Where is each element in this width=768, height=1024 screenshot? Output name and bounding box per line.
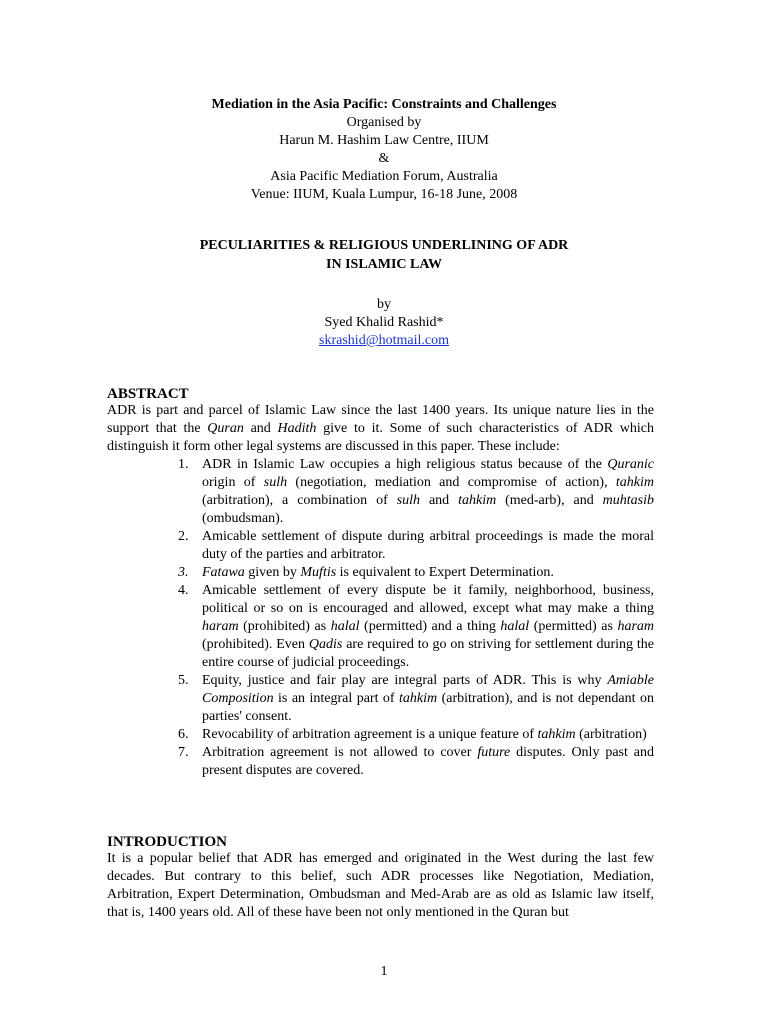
organised-by: Organised by <box>346 115 422 130</box>
ampersand: & <box>378 151 390 166</box>
by-label: by <box>377 297 391 312</box>
paper-title-line-2: IN ISLAMIC LAW <box>326 257 442 272</box>
introduction-heading: INTRODUCTION <box>107 834 228 850</box>
paper-title-line-1: PECULIARITIES & RELIGIOUS UNDERLINING OF ADR <box>199 238 569 253</box>
abstract-point-number: 1. <box>178 457 189 472</box>
venue: Venue: IIUM, Kuala Lumpur, 16-18 June, 2008 <box>250 187 518 202</box>
abstract-point: 7. Arbitration agreement is not allowed to cover future disputes. Only past and present disputes are covered. <box>178 745 655 778</box>
abstract-point-number: 6. <box>178 727 189 742</box>
author-name: Syed Khalid Rashid* <box>324 315 444 330</box>
abstract-heading: ABSTRACT <box>107 386 189 402</box>
introduction-paragraph: It is a popular belief that ADR has emerged and originated in the West during the last few decades. But contrary to this belief, such ADR processes like Negotiation, Mediation, Arbitration, Expert Determination, Ombudsman and Med-Arab are as old as Islamic law itself, that is, 1400 years old. All of these have been not only mentioned in the Quran but <box>107 851 654 920</box>
page-number: 1 <box>380 964 388 979</box>
abstract-point: 3. Fatawa given by Muftis is equivalent to Expert Determination. <box>178 565 554 580</box>
conference-title: Mediation in the Asia Pacific: Constraints and Challenges <box>211 97 557 112</box>
abstract-point-number: 7. <box>178 745 189 760</box>
abstract-point: 4. Amicable settlement of every dispute be it family, neighborhood, business, political or so on is encouraged and allowed, except what may make a thing haram (prohibited) as halal (permitted) and a thing halal (permitted) as haram (prohibited). Even Qadis are required to go on striving for settlement during the entire course of judicial proceedings. <box>178 583 654 670</box>
abstract-point: 2. Amicable settlement of dispute during arbitral proceedings is made the moral duty of the parties and arbitrator. <box>178 529 654 562</box>
organiser-1: Harun M. Hashim Law Centre, IIUM <box>279 133 489 148</box>
abstract-point-number: 5. <box>178 673 189 688</box>
abstract-point: 5. Equity, justice and fair play are integral parts of ADR. This is why Amiable Composition is an integral part of tahkim (arbitration), and is not dependant on parties' consent. <box>178 673 654 724</box>
abstract-point-number: 2. <box>178 529 189 544</box>
abstract-point-number: 3. <box>178 565 189 580</box>
abstract-intro: ADR is part and parcel of Islamic Law since the last 1400 years. Its unique nature lies in the support that the Quran and Hadith give to it. Some of such characteristics of ADR which distinguish it form other legal systems are discussed in this paper. These include: <box>107 403 654 454</box>
abstract-point: 1. ADR in Islamic Law occupies a high religious status because of the Quranic origin of sulh (negotiation, mediation and compromise of action), tahkim (arbitration), a combination of sulh and tahkim (med-arb), and muhtasib (ombudsman). <box>178 457 655 526</box>
abstract-point-number: 4. <box>178 583 189 598</box>
author-email-link[interactable]: skrashid@hotmail.com <box>319 333 449 348</box>
organiser-2: Asia Pacific Mediation Forum, Australia <box>270 169 498 184</box>
abstract-points-list <box>178 456 654 780</box>
abstract-point: 6. Revocability of arbitration agreement is a unique feature of tahkim (arbitration) <box>178 727 647 742</box>
